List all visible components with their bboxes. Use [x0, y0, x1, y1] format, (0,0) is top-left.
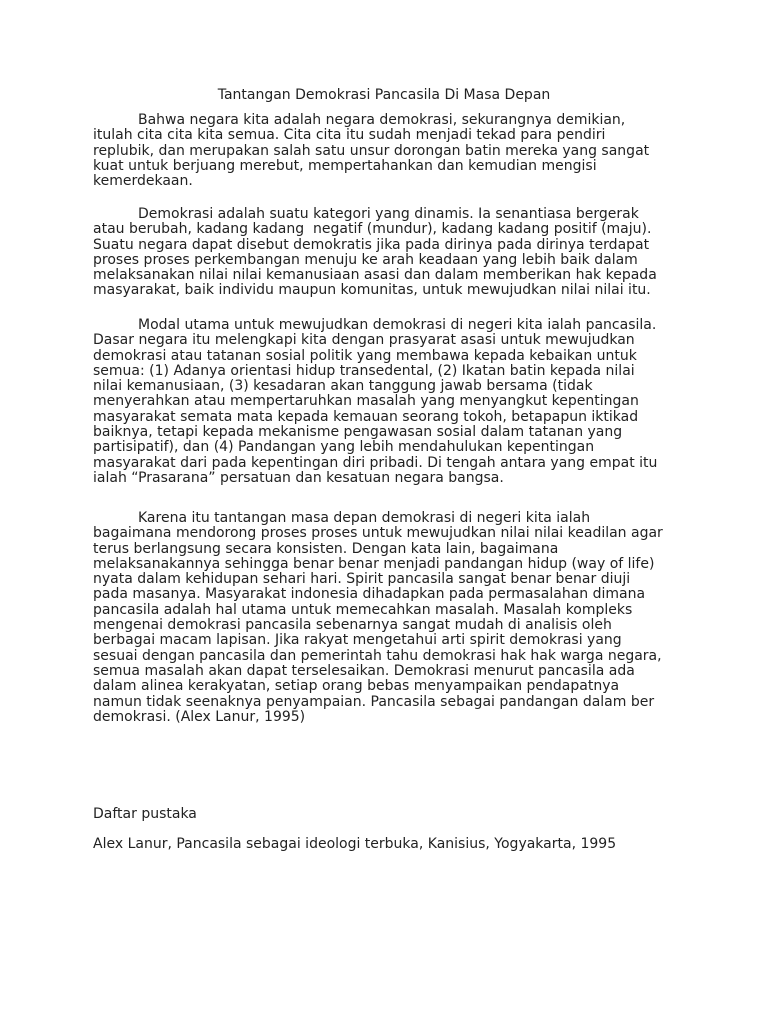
paragraph-line: masyarakat dari pada kepentingan diri pribadi. Di tengah antara yang empat itu — [93, 454, 658, 471]
paragraph-line: replubik, dan merupakan salah satu unsur dorongan batin mereka yang sangat — [93, 142, 650, 159]
bibliography-heading: Daftar pustaka — [93, 806, 197, 822]
paragraph-line: demokrasi atau tatanan sosial politik yang membawa kepada kebaikan untuk — [93, 347, 637, 364]
paragraph-line: atau berubah, kadang kadang negatif (mundur), kadang kadang positif (maju). — [93, 221, 652, 238]
paragraph-3 — [93, 318, 683, 486]
paragraph-line: Karena itu tantangan masa depan demokrasi di negeri kita ialah — [138, 510, 591, 526]
paragraph-line: masyarakat semata mata kepada kemauan seorang tokoh, betapapun iktikad — [93, 408, 639, 425]
paragraph-line: sesuai dengan pancasila dan pemerintah tahu demokrasi hak hak warga negara, — [93, 647, 662, 664]
paragraph-1 — [93, 113, 683, 189]
paragraph-2 — [93, 207, 683, 299]
paragraph-line: terus berlangsung secara konsisten. Dengan kata lain, bagaimana — [93, 540, 559, 557]
paragraph-line: pada masanya. Masyarakat indonesia dihadapkan pada permasalahan dimana — [93, 586, 646, 603]
paragraph-line: Bahwa negara kita adalah negara demokrasi, sekurangnya demikian, — [138, 112, 626, 128]
paragraph-line: nilai kemanusiaan, (3) kesadaran akan tanggung jawab bersama (tidak — [93, 378, 593, 395]
paragraph-line: pancasila adalah hal utama untuk memecahkan masalah. Masalah kompleks — [93, 601, 633, 618]
paragraph-line: proses proses perkembangan menuju ke arah keadaan yang lebih baik dalam — [93, 251, 638, 268]
paragraph-line: Suatu negara dapat disebut demokratis jika pada dirinya pada dirinya terdapat — [93, 236, 650, 253]
paragraph-line: bagaimana mendorong proses proses untuk mewujudkan nilai nilai keadilan agar — [93, 525, 663, 542]
paragraph-line: ialah “Prasarana” persatuan dan kesatuan negara bangsa. — [93, 469, 504, 486]
bibliography-entry: Alex Lanur, Pancasila sebagai ideologi terbuka, Kanisius, Yogyakarta, 1995 — [93, 836, 617, 852]
paragraph-line: melaksanakannya sehingga benar benar menjadi pandangan hidup (way of life) — [93, 555, 655, 572]
paragraph-line: melaksanakan nilai nilai kemanusiaan asasi dan dalam memberikan hak kepada — [93, 267, 657, 284]
paragraph-line: kemerdekaan. — [93, 173, 193, 190]
paragraph-line: demokrasi. (Alex Lanur, 1995) — [93, 708, 306, 725]
paragraph-line: kuat untuk berjuang merebut, mempertahankan dan kemudian mengisi — [93, 157, 597, 174]
paragraph-line: semua masalah akan dapat terselesaikan. Demokrasi menurut pancasila ada — [93, 662, 635, 679]
paragraph-line: Dasar negara itu melengkapi kita dengan prasyarat asasi untuk mewujudkan — [93, 332, 635, 349]
paragraph-line: nyata dalam kehidupan sehari hari. Spirit pancasila sangat benar benar diuji — [93, 571, 631, 588]
paragraph-line: Demokrasi adalah suatu kategori yang dinamis. Ia senantiasa bergerak — [138, 206, 639, 222]
paragraph-line: mengenai demokrasi pancasila sebenarnya sangat mudah di analisis oleh — [93, 617, 612, 634]
paragraph-line: partisipatif), dan (4) Pandangan yang lebih mendahulukan kepentingan — [93, 439, 595, 456]
paragraph-line: menyerahkan atau mempertaruhkan masalah yang menyangkut kepentingan — [93, 393, 639, 410]
paragraph-line: berbagai macam lapisan. Jika rakyat mengetahui arti spirit demokrasi yang — [93, 632, 622, 649]
paragraph-4 — [93, 511, 683, 725]
paragraph-line: Modal utama untuk mewujudkan demokrasi di negeri kita ialah pancasila. — [138, 317, 657, 333]
paragraph-line: dalam alinea kerakyatan, setiap orang bebas menyampaikan pendapatnya — [93, 678, 620, 695]
paragraph-line: baiknya, tetapi kepada mekanisme pengawasan sosial dalam tatanan yang — [93, 424, 623, 441]
paragraph-line: masyarakat, baik individu maupun komunitas, untuk mewujudkan nilai nilai itu. — [93, 282, 651, 299]
paragraph-line: semua: (1) Adanya orientasi hidup transedental, (2) Ikatan batin kepada nilai — [93, 362, 635, 379]
paragraph-line: namun tidak seenaknya penyampaian. Pancasila sebagai pandangan dalam ber — [93, 693, 655, 710]
document-title: Tantangan Demokrasi Pancasila Di Masa Depan — [217, 87, 551, 103]
paragraph-line: itulah cita cita kita semua. Cita cita itu sudah menjadi tekad para pendiri — [93, 127, 606, 144]
